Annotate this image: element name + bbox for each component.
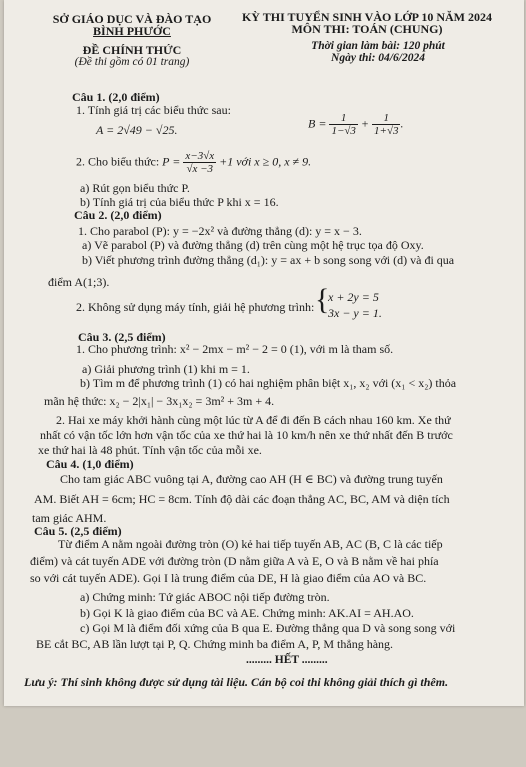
frac1-num: 1 bbox=[329, 112, 357, 125]
end-mark: ......... HẾT ......... bbox=[246, 654, 328, 666]
q1-part2b: b) Tính giá trị của biểu thức P khi x = 16. bbox=[80, 195, 279, 209]
q1-expr-b bbox=[308, 112, 403, 137]
q5-line1: Từ điểm A nằm ngoài đường tròn (O) kẻ hai tiếp tuyến AB, AC (B, C là các tiếp bbox=[58, 537, 443, 551]
q5-line2: điểm) và cát tuyến ADE với đường tròn (D nằm giữa A và E, O và B nằm về hai phía bbox=[30, 554, 439, 568]
subject-label: MÔN THI: TOÁN (CHUNG) bbox=[291, 22, 443, 36]
q1-part2a: a) Rút gọn biểu thức P. bbox=[80, 181, 190, 195]
q2-part1b-line1: b) Viết phương trình đường thẳng (d₁): y = ax + b song song với (d) và đi qua bbox=[82, 253, 455, 267]
p-frac-num: x−3√x bbox=[185, 150, 215, 162]
q1-part2-label: 2. Cho biểu thức: bbox=[76, 154, 160, 169]
q2-part1b-line2: điểm A(1;3). bbox=[48, 275, 110, 289]
q1-title: Câu 1. (2,0 điểm) bbox=[72, 90, 160, 104]
q3-part1a: a) Giải phương trình (1) khi m = 1. bbox=[82, 362, 250, 376]
system-eq1: x + 2y = 5 bbox=[328, 290, 379, 304]
q3-part1b-line2: mãn hệ thức: x₂ − 2|x₁| − 3x₁x₂ = 3m² + 3m + 4. bbox=[44, 394, 275, 408]
q1-part2-frac bbox=[183, 150, 216, 175]
exam-date: Ngày thi: 04/6/2024 bbox=[331, 52, 425, 64]
q1-expr-b-frac2 bbox=[372, 112, 400, 137]
frac1-den: 1−√3 bbox=[331, 125, 356, 137]
page-count-note: (Đề thi gồm có 01 trang) bbox=[74, 56, 190, 68]
duration-label: Thời gian làm bài: 120 phút bbox=[311, 40, 445, 52]
system-brace: { bbox=[315, 283, 330, 316]
frac2-den: 1+√3 bbox=[374, 125, 399, 137]
dept-name: SỞ GIÁO DỤC VÀ ĐÀO TẠO bbox=[52, 12, 212, 26]
q5-line3: so với cát tuyến ADE). Gọi I là trung điểm của DE, H là giao điểm của AO và BC. bbox=[30, 571, 427, 585]
q3-part2-line3: xe thứ hai là 48 phút. Tính vận tốc của mỗi xe. bbox=[38, 443, 262, 457]
q3-title: Câu 3. (2,5 điểm) bbox=[78, 330, 166, 344]
q2-part2: 2. Không sử dụng máy tính, giải hệ phương trình: bbox=[76, 300, 315, 314]
q1-expr-b-plus: + bbox=[360, 116, 370, 131]
q1-expr-a: A = 2√49 − √25. bbox=[96, 123, 178, 137]
q5-part-c-line1: c) Gọi M là điểm đối xứng của B qua E. Đường thẳng qua D và song song với bbox=[80, 621, 456, 635]
q1-part2-tail: +1 với x ≥ 0, x ≠ 9. bbox=[219, 154, 312, 169]
q1-expr-b-end: . bbox=[400, 116, 404, 131]
exam-title: KỲ THI TUYỂN SINH VÀO LỚP 10 NĂM 2024 bbox=[241, 10, 493, 24]
q4-line2: AM. Biết AH = 6cm; HC = 8cm. Tính độ dài các đoạn thẳng AC, BC, AM và diện tích bbox=[34, 492, 450, 506]
q3-part1b-line1: b) Tìm m để phương trình (1) có hai nghiệm phân biệt x₁, x₂ với (x₁ < x₂) thỏa bbox=[80, 376, 457, 390]
p-frac-den: √x −3 bbox=[186, 163, 214, 175]
frac2-num: 1 bbox=[372, 112, 400, 125]
q2-part1: 1. Cho parabol (P): y = −2x² và đường thẳng (d): y = x − 3. bbox=[78, 224, 362, 238]
system-eq2: 3x − y = 1. bbox=[328, 306, 382, 320]
q4-line3: tam giác AHM. bbox=[32, 511, 107, 525]
official-label: ĐỀ CHÍNH THỨC bbox=[82, 43, 182, 57]
q5-part-b: b) Gọi K là giao điểm của BC và AE. Chứng minh: AK.AI = AH.AO. bbox=[80, 606, 414, 620]
q3-part1: 1. Cho phương trình: x² − 2mx − m² − 2 = 0 (1), với m là tham số. bbox=[76, 342, 394, 356]
q4-line1: Cho tam giác ABC vuông tại A, đường cao AH (H ∈ BC) và đường trung tuyến bbox=[60, 472, 443, 486]
q1-expr-b-lhs: B = bbox=[308, 116, 327, 131]
q1-part1: 1. Tính giá trị các biểu thức sau: bbox=[76, 103, 231, 117]
q3-part2-line2: nhất có vận tốc lớn hơn vận tốc của xe thứ hai là 10 km/h nên xe thứ nhất đến B trước bbox=[40, 428, 453, 442]
q1-part2 bbox=[76, 150, 311, 175]
q2-title: Câu 2. (2,0 điểm) bbox=[74, 208, 162, 222]
q1-expr-b-frac1 bbox=[329, 112, 357, 137]
q5-part-a: a) Chứng minh: Tứ giác ABOC nội tiếp đường tròn. bbox=[80, 590, 330, 604]
q3-part2-line1: 2. Hai xe máy khởi hành cùng một lúc từ A để đi đến B cách nhau 160 km. Xe thứ bbox=[56, 413, 451, 427]
q1-part2-p: P = bbox=[162, 154, 181, 169]
footer-note: Lưu ý: Thí sinh không được sử dụng tài liệu. Cán bộ coi thi không giải thích gì thêm. bbox=[24, 675, 449, 689]
q4-title: Câu 4. (1,0 điểm) bbox=[46, 457, 134, 471]
q5-part-c-line2: BE cắt BC, AB lần lượt tại P, Q. Chứng minh ba điểm A, P, M thẳng hàng. bbox=[36, 637, 394, 651]
province-name: BÌNH PHƯỚC bbox=[93, 24, 171, 38]
q2-part1a: a) Vẽ parabol (P) và đường thẳng (d) trên cùng một hệ trục tọa độ Oxy. bbox=[82, 238, 424, 252]
q5-title: Câu 5. (2,5 điểm) bbox=[34, 524, 122, 538]
